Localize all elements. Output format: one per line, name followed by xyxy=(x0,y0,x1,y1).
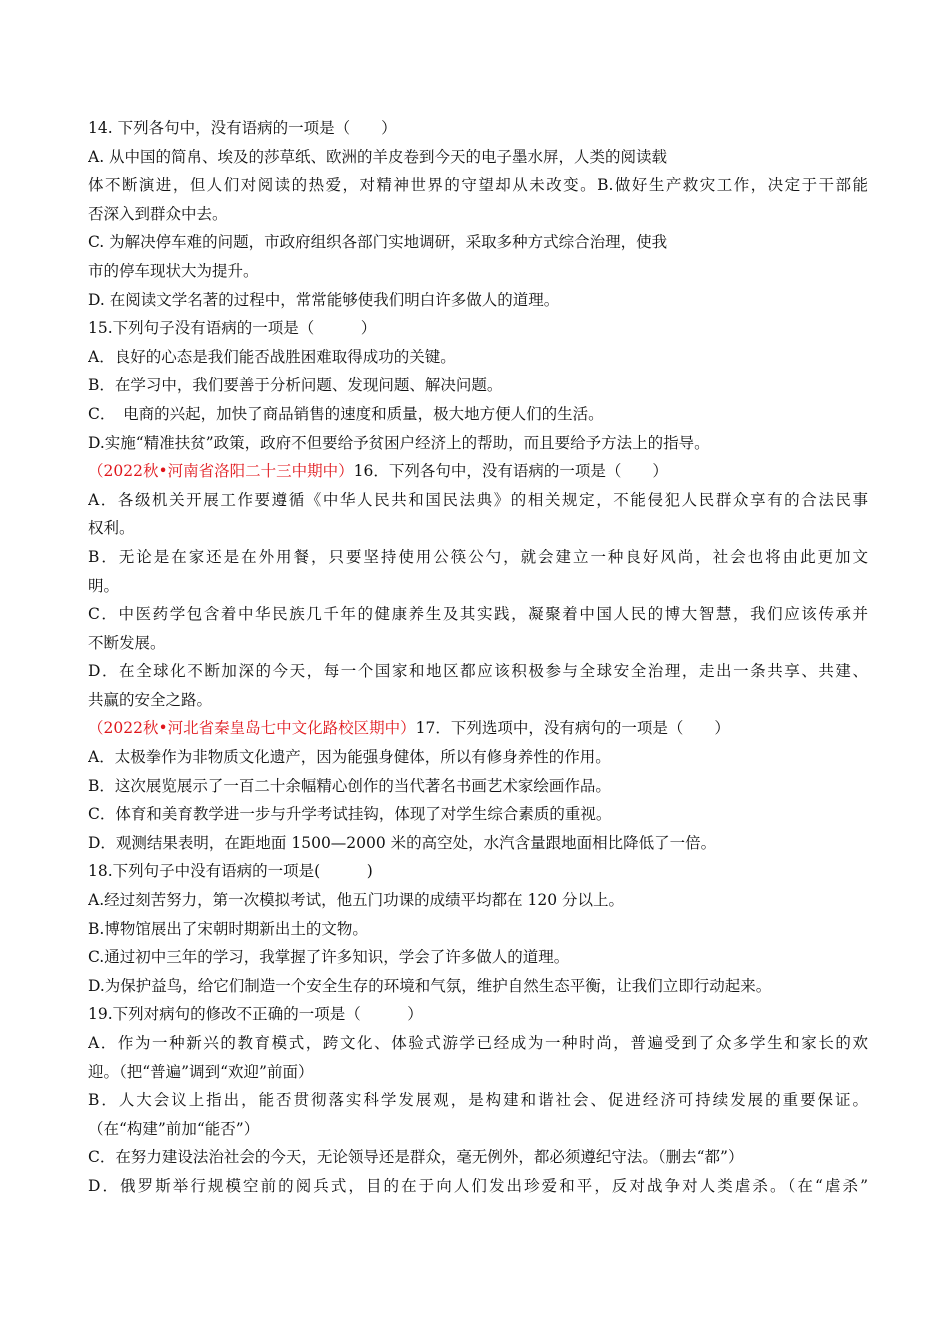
q17-option-a: A．太极拳作为非物质文化遗产，因为能强身健体，所以有修身养性的作用。 xyxy=(88,748,611,767)
emphasis-char: 确 xyxy=(268,1000,284,1029)
question-list xyxy=(88,114,868,1201)
q14-option-c-line1: C. 为解决停车难的问题，市政府组织各部门实地调研，采取多种方式综合治理，使我 xyxy=(88,233,668,252)
q14-option-a-line3: 否深入到群众中去。 xyxy=(88,204,228,223)
q14-option-d: D. 在阅读文学名著的过程中，常常能够使我们明白许多做人的道理。 xyxy=(88,290,560,309)
emphasis-char: 有 xyxy=(190,314,206,343)
emphasis-char: 正 xyxy=(252,1000,268,1029)
q19-option-b-line2: （在“构建”前加“能否”） xyxy=(88,1119,260,1138)
q14-option-a-line1: A. 从中国的简帛、埃及的莎草纸、欧洲的羊皮卷到今天的电子墨水屏，人类的阅读载 xyxy=(88,147,668,166)
q15-stem-prefix: 15.下列句子 xyxy=(88,319,175,338)
q19-option-b-line1: B．人大会议上指出，能否贯彻落实科学发展观，是构建和谐社会、促进经济可持续发展的重要保证。 xyxy=(88,1091,868,1110)
q19-option-c: C．在努力建设法治社会的今天，无论领导还是群众，毫无例外，都必须遵纪守法。（删去“都”） xyxy=(88,1148,744,1167)
q19-option-a-line2: 迎。（把“普遍”调到“欢迎”前面） xyxy=(88,1062,314,1081)
q19-stem xyxy=(88,1000,868,1029)
q18-option-c: C.通过初中三年的学习，我掌握了许多知识，学会了许多做人的道理。 xyxy=(88,948,570,967)
q16-source: （2022秋•河南省洛阳二十三中期中） xyxy=(88,462,354,481)
q15-option-d: D.实施“精准扶贫”政策，政府不但要给予贫困户经济上的帮助，而且要给予方法上的指导。 xyxy=(88,433,710,452)
q17-stem-text: 17．下列选项中，没有病句的一项是（ ） xyxy=(415,719,730,738)
q19-option-a-line1: A．作为一种新兴的教育模式，跨文化、体验式游学已经成为一种时尚，普遍受到了众多学生和家长的欢 xyxy=(88,1034,868,1052)
q18-option-b: B.博物馆展出了宋朝时期新出土的文物。 xyxy=(88,919,368,938)
emphasis-char: 没 xyxy=(175,314,191,343)
q16-option-d-line1: D．在全球化不断加深的今天，每一个国家和地区都应该积极参与全球安全治理，走出一条共享、共建、 xyxy=(88,662,868,681)
q17-option-b: B．这次展览展示了一百二十余幅精心创作的当代著名书画艺术家绘画作品。 xyxy=(88,776,611,795)
q16-option-b-line1: B．无论是在家还是在外用餐，只要坚持使用公筷公勺，就会建立一种良好风尚，社会也将由此更加文 xyxy=(88,547,868,566)
q17-source: （2022秋•河北省秦皇岛七中文化路校区期中） xyxy=(88,719,416,738)
q17-option-c: C．体育和美育教学进一步与升学考试挂钩，体现了对学生综合素质的重视。 xyxy=(88,805,612,824)
q19-option-d: D．俄罗斯举行规模空前的阅兵式，目的在于向人们发出珍爱和平，反对战争对人类虐杀。（在“虐杀” xyxy=(88,1176,868,1195)
q15-option-b: B．在学习中，我们要善于分析问题、发现问题、解决问题。 xyxy=(88,376,503,395)
q17-stem xyxy=(88,714,868,743)
q18-option-d: D.为保护益鸟，给它们制造一个安全生存的环境和气氛，维护自然生态平衡，让我们立即行动起来。 xyxy=(88,976,772,995)
q16-option-b-line2: 明。 xyxy=(88,576,120,595)
q16-option-a-line2: 权利。 xyxy=(88,519,135,538)
q18-stem: 18.下列句子中没有语病的一项是( ) xyxy=(88,862,373,881)
q15-option-a: A．良好的心态是我们能否战胜困难取得成功的关键。 xyxy=(88,347,456,366)
q19-stem-prefix: 19.下列对病句的修改 xyxy=(88,1005,237,1024)
q19-stem-suffix: 的一项是（ ） xyxy=(283,1005,423,1024)
q16-stem xyxy=(88,457,868,486)
q15-option-c: C． 电商的兴起，加快了商品销售的速度和质量，极大地方便人们的生活。 xyxy=(88,404,604,423)
q16-option-a-line1: A．各级机关开展工作要遵循《中华人民共和国民法典》的相关规定，不能侵犯人民群众享有的合法民事 xyxy=(88,490,868,509)
q16-stem-text: 16．下列各句中，没有语病的一项是（ ） xyxy=(353,462,668,481)
q14-stem: 14. 下列各句中，没有语病的一项是（ ） xyxy=(88,119,397,137)
q14-option-a-line2: 体不断演进，但人们对阅读的热爱，对精神世界的守望却从未改变。B.做好生产救灾工作，决定于干部能 xyxy=(88,176,868,195)
q15-stem xyxy=(88,314,868,343)
q17-option-d: D．观测结果表明，在距地面 1500—2000 米的高空处，水汽含量跟地面相比降低了一倍。 xyxy=(88,833,717,852)
q16-option-c-line1: C．中医药学包含着中华民族几千年的健康养生及其实践，凝聚着中国人民的博大智慧，我们应该传承并 xyxy=(88,605,868,624)
q16-option-d-line2: 共赢的安全之路。 xyxy=(88,690,213,709)
q15-stem-suffix: 语病的一项是（ ） xyxy=(205,319,377,338)
q14-option-c-line2: 市的停车现状大为提升。 xyxy=(88,261,259,280)
q18-option-a: A.经过刻苦努力，第一次模拟考试，他五门功课的成绩平均都在 120 分以上。 xyxy=(88,891,625,910)
emphasis-char: 不 xyxy=(237,1000,253,1029)
q16-option-c-line2: 不断发展。 xyxy=(88,633,166,652)
